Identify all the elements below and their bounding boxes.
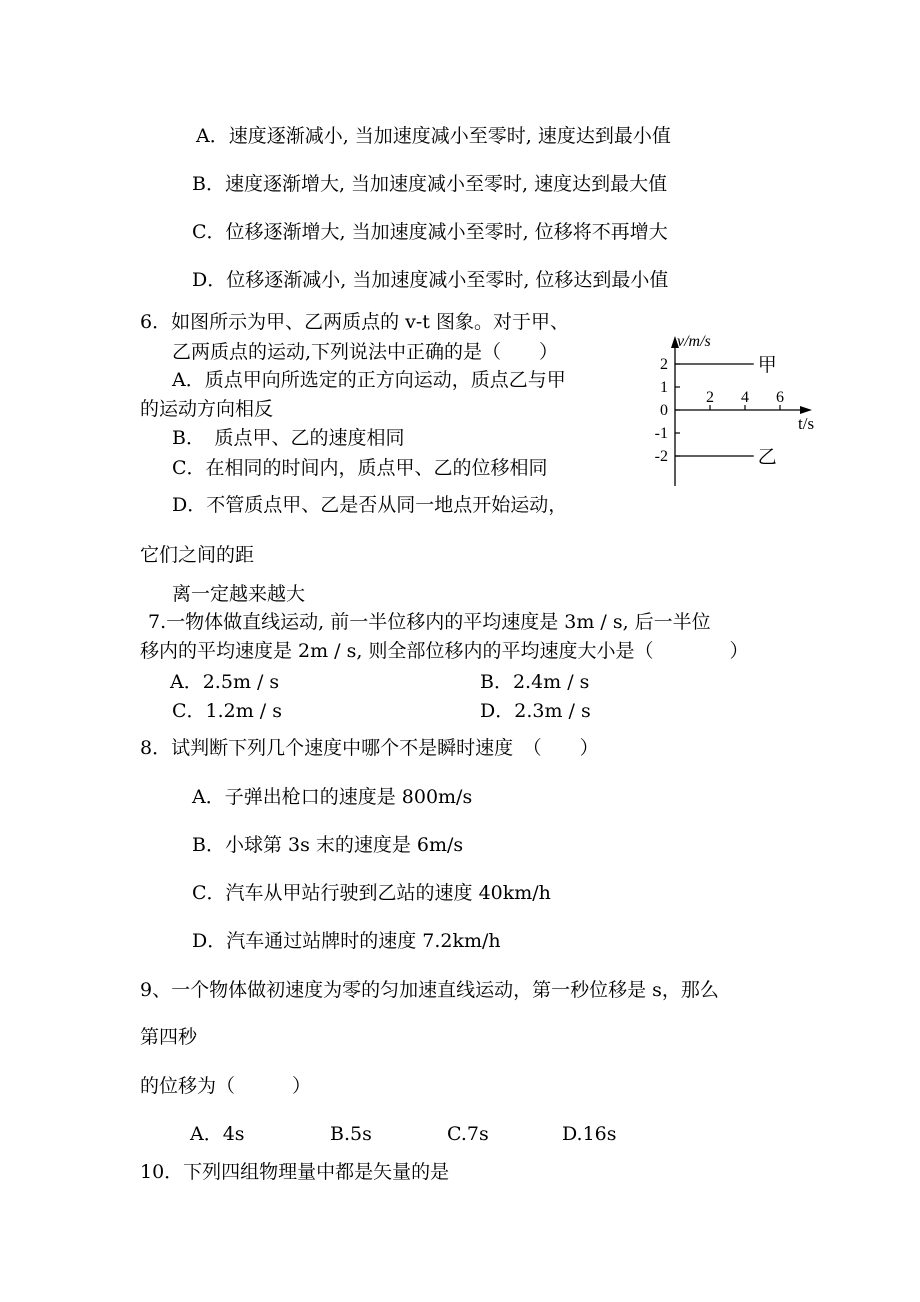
q8-option-c: C．汽车从甲站行驶到乙站的速度 40km/h: [192, 882, 551, 904]
y-tick-label: 2: [660, 356, 668, 373]
q8-option-b: B．小球第 3s 末的速度是 6m/s: [192, 834, 464, 856]
q7-option-d: D．2.3m / s: [480, 700, 591, 722]
q7-option-c: C．1.2m / s: [172, 700, 283, 722]
q8-stem: 8．试判断下列几个速度中哪个不是瞬时速度 （ ）: [140, 737, 599, 759]
q6-option-d-line3: 离一定越来越大: [172, 583, 306, 605]
q6-stem-line1: 6．如图所示为甲、乙两质点的 v-t 图象。对于甲、: [140, 311, 569, 333]
q8-option-d: D．汽车通过站牌时的速度 7.2km/h: [192, 930, 501, 952]
y-tick-label: -1: [654, 425, 668, 442]
q8-option-a: A．子弹出枪口的速度是 800m/s: [192, 786, 473, 808]
series-label-1: 乙: [757, 447, 777, 468]
q6-option-a-line1: A．质点甲向所选定的正方向运动，质点乙与甲: [172, 369, 566, 391]
q6-option-d-line2: 它们之间的距: [140, 544, 255, 566]
q9-option-b: B.5s: [330, 1123, 372, 1145]
q9-option-a: A．4s: [190, 1123, 245, 1145]
q7-stem-line1: 7.一物体做直线运动, 前一半位移内的平均速度是 3m / s, 后一半位: [148, 611, 711, 633]
q9-option-c: C.7s: [447, 1123, 489, 1145]
q9-option-d: D.16s: [562, 1123, 617, 1145]
q5-option-a: A．速度逐渐减小, 当加速度减小至零时, 速度达到最小值: [196, 125, 671, 147]
x-tick-label: 6: [776, 389, 784, 406]
q7-option-a: A．2.5m / s: [170, 671, 280, 693]
y-axis-label: v/m/s: [677, 333, 711, 350]
q9-stem-line3: 的位移为（ ）: [140, 1075, 312, 1097]
x-tick-label: 2: [706, 389, 714, 406]
y-tick-label: 0: [660, 402, 668, 419]
y-tick-label: -2: [654, 448, 668, 465]
q9-stem-line2: 第四秒: [140, 1026, 198, 1048]
q6-option-d-line1: D．不管质点甲、乙是否从同一地点开始运动，: [172, 494, 568, 516]
q5-option-c: C．位移逐渐增大, 当加速度减小至零时, 位移将不再增大: [192, 221, 668, 243]
y-tick-label: 1: [660, 379, 668, 396]
q7-stem-line2: 移内的平均速度是 2m / s, 则全部位移内的平均速度大小是（ ）: [140, 640, 749, 662]
x-tick-label: 4: [741, 389, 749, 406]
x-axis-arrow: [800, 406, 812, 414]
q6-option-a-line2: 的运动方向相反: [140, 398, 274, 420]
q7-option-b: B．2.4m / s: [480, 671, 590, 693]
q6-stem-line2: 乙两质点的运动,下列说法中正确的是（ ）: [172, 341, 559, 363]
vt-chart: [640, 326, 840, 496]
series-label-0: 甲: [757, 355, 777, 376]
q6-option-c: C．在相同的时间内，质点甲、乙的位移相同: [172, 457, 548, 479]
x-axis-label: t/s: [798, 414, 815, 433]
q5-option-b: B．速度逐渐增大, 当加速度减小至零时, 速度达到最大值: [192, 173, 668, 195]
q10-stem: 10．下列四组物理量中都是矢量的是: [140, 1161, 450, 1183]
q6-option-b: B． 质点甲、乙的速度相同: [172, 427, 405, 449]
q5-option-d: D．位移逐渐减小, 当加速度减小至零时, 位移达到最小值: [192, 269, 669, 291]
q9-stem-line1: 9、一个物体做初速度为零的匀加速直线运动，第一秒位移是 s，那么: [140, 979, 719, 1001]
